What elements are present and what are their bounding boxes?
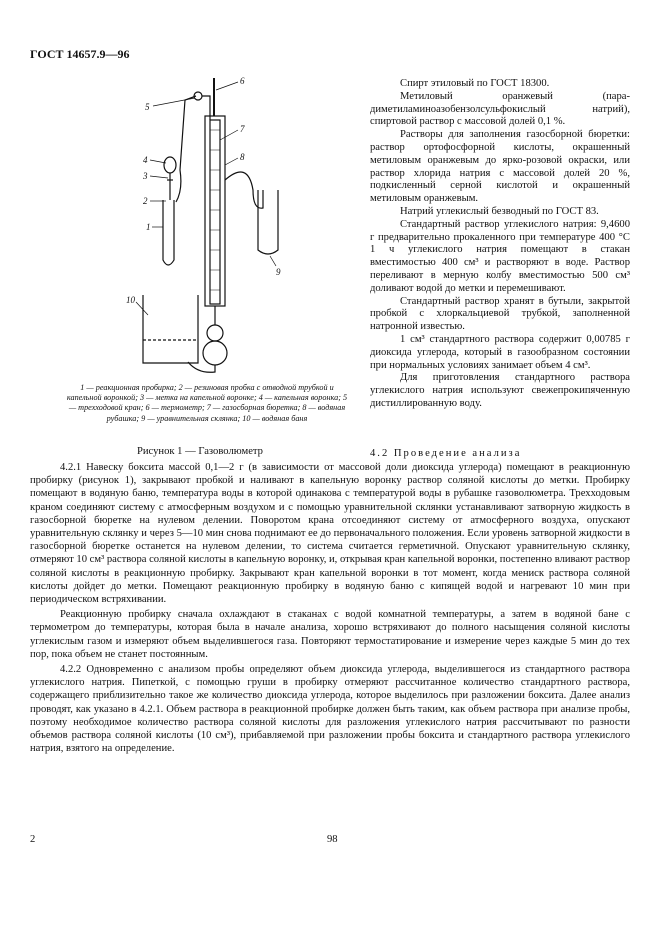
section-heading: 4.2 Проведение анализа bbox=[370, 448, 522, 459]
page-number-left: 2 bbox=[30, 834, 36, 845]
callout-10: 10 bbox=[126, 295, 135, 305]
figure-legend: 1 — реакционная пробирка; 2 — резиновая пробка с отводной трубкой и капельной воронкой; 3 — метка на капельной воронке; 4 — капельная воронка; 5 — трехходовой кран; 6 — термометр; 7 — газосборная бюретка; 8 — водяная рубашка; 9 — уравнительная склянка; 10 — водяная баня bbox=[66, 383, 348, 423]
rcol-paragraph: Натрий углекислый безводный по ГОСТ 83. bbox=[400, 205, 599, 217]
right-column bbox=[370, 78, 630, 411]
rcol-paragraph: Спирт этиловый по ГОСТ 18300. bbox=[400, 78, 550, 89]
gasometer-figure bbox=[88, 70, 360, 380]
rcol-paragraph: Метиловый оранжевый (пара-диметиламиноазобензолсульфокислый натрий), спиртовой раствор с массовой долей 0,1 %. bbox=[370, 90, 630, 128]
rcol-paragraph: Для приготовления стандартного раствора углекислого натрия используют свежепрокипяченную дистиллированную воду. bbox=[370, 372, 630, 409]
callout-2: 2 bbox=[143, 196, 148, 206]
body-paragraph: Реакционную пробирку сначала охлаждают в стаканах с водой комнатной температуры, а затем в водяной бане с термометром до температуры, которая была в начале анализа, хорошо встряхивают до полного насыщения соляной кислоты углекислым газом и измеряют объем выделившегося газа. Повторяют термостатирование и измерение через каждые 5 мин до тех пор, пока объем не станет постоянным. bbox=[30, 609, 630, 660]
rcol-paragraph: Стандартный раствор углекислого натрия: 9,4600 г предварительно прокаленного при температуре 400 °С 1 ч углекислого натрия помещают в стакан вместимостью 400 см³ и растворяют в воде. Раствор переливают в мерную колбу вместимостью 500 см³ доливают водой до метки и перемешивают. bbox=[370, 218, 630, 294]
body-paragraph: 4.2.2 Одновременно с анализом пробы определяют объем диоксида углерода, выделившегося из стандартного раствора углекислого натрия. Пипеткой, с помощью груши в пробирку отмеряют рассчитанное количество стандартного раствора, содержащего приблизительно такое же количество диоксида углерода, которое выделилось при разложении боксита. Далее анализ проводят, как указано в 4.2.1. Объем раствора в реакционной пробирке должен быть таким, как объем раствора при анализе пробы, поэтому необходимое количество раствора соляной кислоты для разложения углекислого натрия рассчитывают по разности объемов раствора соляной кислоты (10 см³), прибавляемой при разложении пробы боксита и стандартного раствора углекислого натрия, взятого на определение. bbox=[30, 664, 630, 755]
callout-8: 8 bbox=[240, 152, 245, 162]
figure-title: Рисунок 1 — Газоволюметр bbox=[137, 446, 263, 457]
gasometer-drawing bbox=[88, 70, 360, 380]
callout-5: 5 bbox=[145, 102, 150, 112]
page-number-center: 98 bbox=[327, 834, 338, 845]
callout-4: 4 bbox=[143, 155, 148, 165]
standard-header: ГОСТ 14657.9—96 bbox=[30, 47, 130, 61]
body-paragraph: 4.2.1 Навеску боксита массой 0,1—2 г (в зависимости от массовой доли диоксида углерода) помещают в реакционную пробирку (рисунок 1), закрывают пробкой и наливают в капельную воронку раствор соляной кислоты до метки. Пробирку помещают в водяную баню, температура воды в которой одинакова с температурой воды в рубашке газоволюметра. Трехходовым краном соединяют систему с атмосферным воздухом и с помощью уравнительной склянки устанавливают затворную жидкость в газосборной бюретке на нулевом делении. Поворотом крана отсоединяют систему от атмосферного воздуха, опускают уравнительную склянку и через 5—10 мин снова поднимают ее до первоначального положения. Если уровень затворной жидкости в газосборной бюретке останется на нулевом делении, то система считается герметичной. Опускают уравнительную склянку, отмеряют 10 см³ раствора соляной кислоты в капельную воронку, и, открывая кран капельной воронки, постепенно вливают раствор соляной кислоты в реакционную пробирку. Закрывают кран капельной воронки в тот момент, когда мениск раствора соляной кислоты дойдет до метки. Помещают реакционную пробирку в водяную баню с кипящей водой и нагревают 10 мин при периодическом встряхивании. bbox=[30, 462, 630, 606]
rcol-paragraph: 1 см³ стандартного раствора содержит 0,00785 г диоксида углерода, который в газообразном состоянии при нормальных условиях занимает объем 4 см³. bbox=[370, 333, 630, 371]
callout-7: 7 bbox=[240, 124, 245, 134]
rcol-paragraph: Стандартный раствор хранят в бутыли, закрытой пробкой с хлоркальциевой трубкой, заполненной натронной известью. bbox=[370, 295, 630, 333]
callout-1: 1 bbox=[146, 222, 151, 232]
body-text bbox=[30, 461, 630, 757]
callout-6: 6 bbox=[240, 76, 245, 86]
rcol-paragraph: Растворы для заполнения газосборной бюретки: раствор ортофосфорной кислоты, окрашенный метиловым оранжевым до ярко-розовой окраски, или раствор хлорида натрия с массовой долей 20 %, подкисленный серной кислотой и окрашенный метиловым оранжевым. bbox=[370, 129, 630, 205]
callout-9: 9 bbox=[276, 267, 281, 277]
callout-3: 3 bbox=[143, 171, 148, 181]
